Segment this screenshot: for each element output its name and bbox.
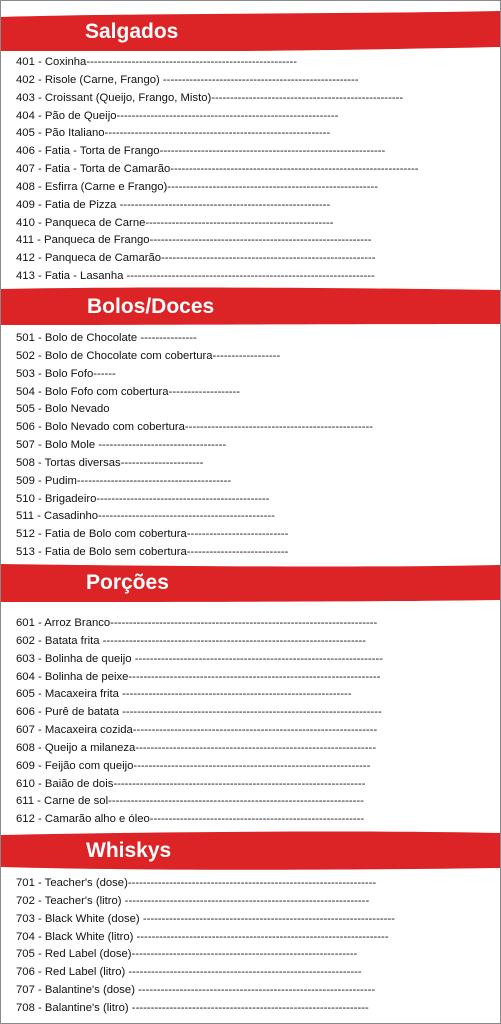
list-item: 601 - Arroz Branco----------------------------------------------------------------------- [16, 617, 378, 629]
list-item: 512 - Fatia de Bolo com cobertura--------------------------- [16, 528, 289, 541]
list-item: 404 - Pão de Queijo----------------------------------------------------------- [16, 109, 339, 122]
list-item: 501 - Bolo de Chocolate --------------- [16, 332, 197, 344]
list-item: 408 - Esfirra (Carne e Frango)-------------------------------------------------------- [16, 180, 378, 193]
list-item: 401 - Coxinha-------------------------------------------------------- [16, 56, 298, 68]
list-item: 609 - Feijão com queijo--------------------------------------------------------------- [16, 759, 371, 772]
list-item: 502 - Bolo de Chocolate com cobertura------------------ [16, 349, 281, 362]
banner-shape [1, 11, 500, 51]
list-item: 503 - Bolo Fofo------ [16, 367, 116, 380]
list-item: 505 - Bolo Nevado [16, 403, 110, 416]
section-title: Whiskys [86, 839, 172, 862]
list-item: 406 - Fatia - Torta de Frango------------------------------------------------------------ [16, 145, 386, 158]
banner-shape [1, 562, 500, 604]
list-item: 508 - Tortas diversas---------------------- [16, 456, 204, 469]
list-item: 605 - Macaxeira frita ------------------------------------------------------------- [16, 688, 352, 701]
list-item: 506 - Bolo Nevado com cobertura-------------------------------------------------- [16, 421, 374, 434]
list-item: 405 - Pão Italiano------------------------------------------------------------ [16, 127, 331, 140]
item-list [16, 330, 490, 562]
list-item: 409 - Fatia de Pizza -------------------------------------------------------- [16, 198, 331, 211]
list-item: 606 - Purê de batata --------------------------------------------------------------------- [16, 706, 382, 719]
section-title: Porções [86, 571, 169, 594]
list-item: 513 - Fatia de Bolo sem cobertura--------------------------- [16, 546, 289, 559]
list-item: 702 - Teacher's (litro) ----------------------------------------------------------------- [16, 894, 370, 907]
item-list [16, 615, 490, 829]
list-item: 510 - Brigadeiro---------------------------------------------- [16, 492, 270, 505]
list-item: 507 - Bolo Mole ---------------------------------- [16, 439, 227, 452]
list-item: 604 - Bolinha de peixe------------------------------------------------------------------- [16, 670, 381, 683]
section-banner [1, 562, 500, 602]
section-banner [1, 11, 500, 51]
banner-shape [1, 830, 500, 872]
list-item: 504 - Bolo Fofo com cobertura------------------- [16, 385, 241, 398]
list-item: 707 - Balantine's (dose) --------------------------------------------------------------- [16, 984, 376, 997]
list-item: 610 - Baião de dois------------------------------------------------------------------- [16, 777, 366, 790]
list-item: 704 - Black White (litro) ------------------------------------------------------------------- [16, 930, 389, 943]
section-title: Salgados [85, 20, 179, 43]
list-item: 607 - Macaxeira cozida----------------------------------------------------------------- [16, 724, 378, 737]
item-list [16, 54, 490, 286]
list-item: 608 - Queijo a milaneza---------------------------------------------------------------- [16, 741, 377, 754]
list-item: 611 - Carne de sol-------------------------------------------------------------------- [16, 795, 364, 808]
list-item: 703 - Black White (dose) ------------------------------------------------------------------- [16, 912, 395, 925]
list-item: 412 - Panqueca de Camarão--------------------------------------------------------- [16, 252, 376, 265]
section-banner [1, 286, 500, 326]
list-item: 509 - Pudim----------------------------------------- [16, 474, 232, 487]
list-item: 411 - Panqueca de Frango----------------------------------------------------------- [16, 234, 372, 247]
list-item: 706 - Red Label (litro) -------------------------------------------------------------- [16, 966, 362, 979]
section-title: Bolos/Doces [87, 295, 215, 318]
list-item: 708 - Balantine's (litro) --------------------------------------------------------------- [16, 1001, 369, 1014]
list-item: 603 - Bolinha de queijo ------------------------------------------------------------------ [16, 652, 383, 665]
list-item: 701 - Teacher's (dose)------------------------------------------------------------------ [16, 877, 377, 889]
list-item: 705 - Red Label (dose)------------------------------------------------------------ [16, 948, 358, 961]
banner-shape [1, 286, 500, 326]
list-item: 612 - Camarão alho e óleo--------------------------------------------------------- [16, 813, 365, 826]
list-item: 410 - Panqueca de Carne-------------------------------------------------- [16, 216, 334, 229]
list-item: 511 - Casadinho----------------------------------------------- [16, 510, 275, 523]
list-item: 407 - Fatia - Torta de Camarão------------------------------------------------------------------ [16, 163, 419, 176]
list-item: 602 - Batata frita ---------------------------------------------------------------------- [16, 634, 366, 647]
list-item: 403 - Croissant (Queijo, Frango, Misto)--------------------------------------------------- [16, 91, 404, 104]
section-banner [1, 830, 500, 870]
list-item: 413 - Fatia - Lasanha ------------------------------------------------------------------ [16, 270, 375, 283]
item-list [16, 875, 490, 1018]
list-item: 402 - Risole (Carne, Frango) ---------------------------------------------------- [16, 73, 359, 86]
